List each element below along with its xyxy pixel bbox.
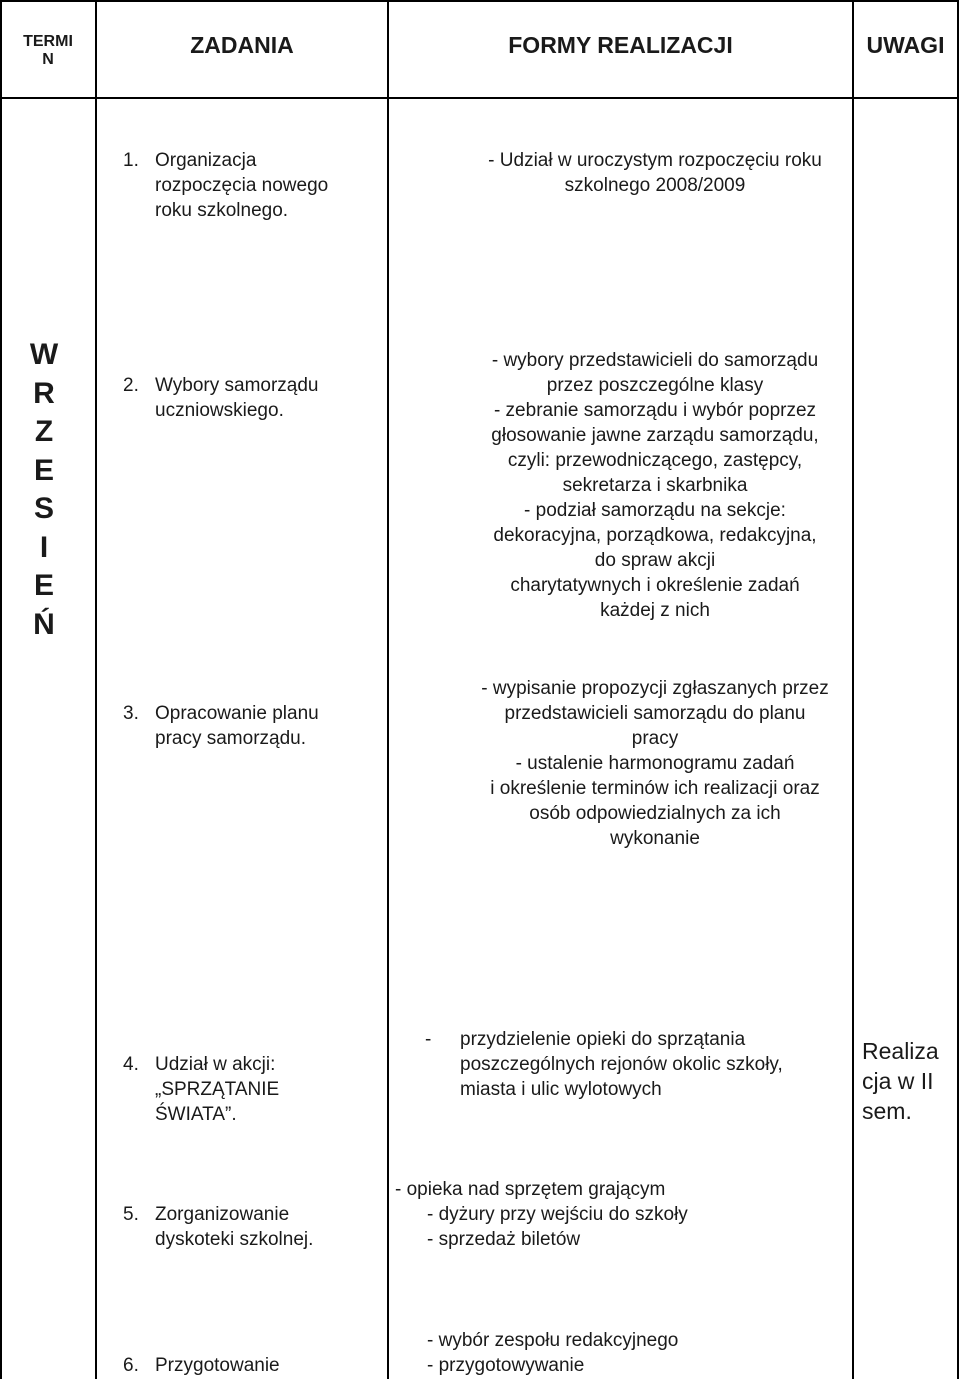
task-line: Organizacja <box>155 150 257 171</box>
form-line: czyli: przewodniczącego, zastępcy, <box>507 450 803 471</box>
task-number: 6. <box>123 1355 139 1376</box>
task-4 <box>105 1052 375 1127</box>
header-termin-line1: TERMI <box>23 33 73 50</box>
form-line: przedstawicieli samorządu do planu <box>504 703 806 724</box>
form-line: szkolnego 2008/2009 <box>564 175 746 196</box>
task-line: Opracowanie planu <box>155 703 319 724</box>
column-divider-2 <box>387 0 389 1379</box>
task-number: 4. <box>123 1054 139 1075</box>
header-termin-line2: N <box>42 51 54 68</box>
form-line: charytatywnych i określenie zadań <box>510 575 800 596</box>
form-line: wykonanie <box>610 828 700 849</box>
month-letter: R <box>33 376 55 410</box>
form-line: i określenie terminów ich realizacji oraz <box>490 778 820 799</box>
task-3 <box>105 701 375 751</box>
task-line: Przygotowanie <box>155 1355 280 1376</box>
task-number: 2. <box>123 375 139 396</box>
month-letter: E <box>33 569 54 602</box>
task-1 <box>105 148 375 223</box>
header-uwagi: UWAGI <box>866 32 945 58</box>
form-line: głosowanie jawne zarządu samorządu, <box>491 425 819 446</box>
form-line: przez poszczególne klasy <box>546 375 764 396</box>
form-line: dekoracyjna, porządkowa, redakcyjna, <box>493 525 817 546</box>
form-line: - sprzedaż biletów <box>427 1229 581 1250</box>
remark-4 <box>862 1036 952 1126</box>
task-number: 3. <box>123 703 139 724</box>
task-line: Wybory samorządu <box>155 375 319 396</box>
month-letter: S <box>33 492 54 525</box>
month-letter: I <box>39 530 49 564</box>
form-3 <box>395 676 915 851</box>
form-2 <box>395 348 915 623</box>
form-line: osób odpowiedzialnych za ich <box>529 803 781 824</box>
month-letter: E <box>33 453 54 487</box>
task-line: uczniowskiego. <box>155 400 284 421</box>
task-line: roku szkolnego. <box>155 200 289 221</box>
form-dash: - <box>425 1029 432 1050</box>
form-line: - Udział w uroczystym rozpoczęciu roku <box>488 150 822 171</box>
table-border-top <box>0 0 959 2</box>
form-line: - ustalenie harmonogramu zadań <box>515 753 795 774</box>
header-termin <box>2 33 94 69</box>
task-line: Zorganizowanie <box>155 1204 290 1225</box>
form-line: miasta i ulic wylotowych <box>460 1079 662 1100</box>
form-line: - dyżury przy wejściu do szkoły <box>427 1204 688 1225</box>
form-line: przydzielenie opieki do sprzątania <box>460 1029 746 1050</box>
remark-line: cja w II <box>862 1068 934 1094</box>
task-number: 1. <box>123 150 139 171</box>
month-wrzesien <box>8 336 80 644</box>
header-formy: FORMY REALIZACJI <box>508 32 733 58</box>
month-letter: W <box>29 338 59 371</box>
form-line: - wybory przedstawicieli do samorządu <box>491 350 819 371</box>
form-6 <box>427 1328 847 1378</box>
form-1 <box>395 148 915 198</box>
task-line: rozpoczęcia nowego <box>155 175 329 196</box>
month-letter: Z <box>34 415 54 448</box>
form-line: - wypisanie propozycji zgłaszanych przez <box>481 678 829 699</box>
task-2 <box>105 373 375 423</box>
table-border-right <box>957 0 959 1379</box>
form-line: - wybór zespołu redakcyjnego <box>427 1330 679 1351</box>
header-zadania: ZADANIA <box>190 32 294 58</box>
task-line: ŚWIATA”. <box>155 1104 237 1125</box>
form-line: każdej z nich <box>600 600 710 621</box>
form-line: - przygotowywanie <box>427 1355 585 1376</box>
column-divider-1 <box>95 0 97 1379</box>
remark-line: Realiza <box>862 1038 939 1064</box>
task-number: 5. <box>123 1204 139 1225</box>
form-line: pracy <box>631 728 679 749</box>
form-line: - opieka nad sprzętem grającym <box>395 1179 666 1200</box>
task-line: Udział w akcji: <box>155 1054 276 1075</box>
task-line: „SPRZĄTANIE <box>155 1079 280 1100</box>
table-border-left <box>0 0 2 1379</box>
header-divider <box>0 97 959 99</box>
form-line: sekretarza i skarbnika <box>562 475 748 496</box>
task-line: dyskoteki szkolnej. <box>155 1229 314 1250</box>
task-5 <box>105 1202 375 1252</box>
form-5 <box>395 1177 835 1252</box>
month-letter: Ń <box>33 607 55 641</box>
task-line: pracy samorządu. <box>155 728 307 749</box>
task-6 <box>105 1353 375 1378</box>
form-line: - podział samorządu na sekcje: <box>524 500 786 521</box>
form-line: - zebranie samorządu i wybór poprzez <box>493 400 817 421</box>
remark-line: sem. <box>862 1098 912 1124</box>
form-line: do spraw akcji <box>594 550 716 571</box>
form-line: poszczególnych rejonów okolic szkoły, <box>460 1054 783 1075</box>
